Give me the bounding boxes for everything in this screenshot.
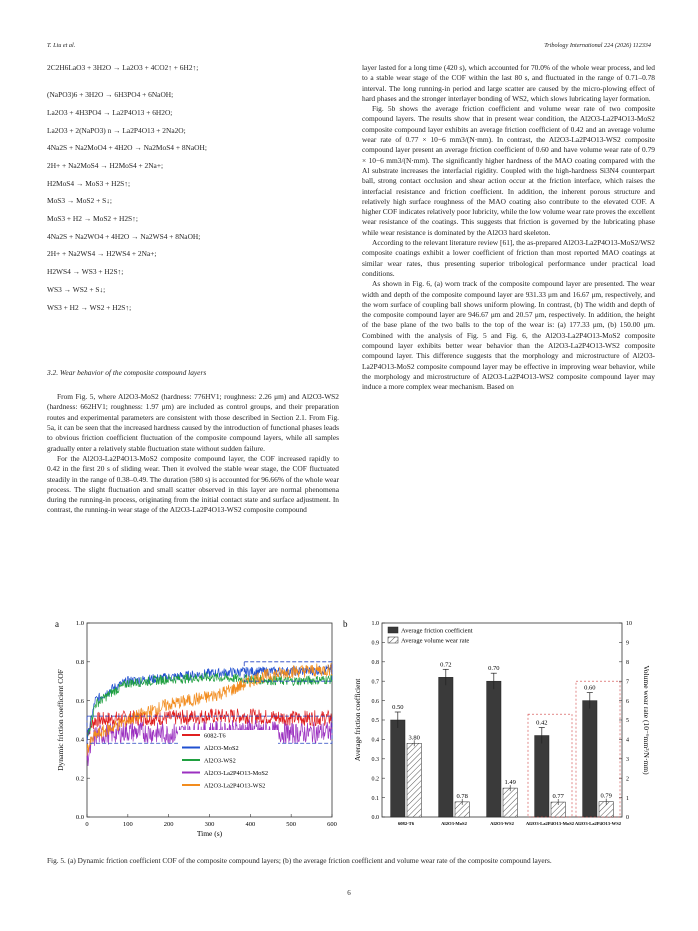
y-tick-label: 0.4 [371,737,379,744]
y-tick-label: 0.2 [371,776,379,783]
x-axis-label: Time (s) [196,829,223,838]
bar-cof-label: 0.72 [440,661,452,669]
body-text-left [47,392,339,516]
y-tick-label: 0.8 [371,660,379,666]
x-category-label: Al2O3-WS2 [490,821,514,826]
bar-cof [391,720,405,817]
body-text-right [362,63,655,393]
equation: WS3 + H2 → WS2 + H2S↑; [47,302,132,312]
figure-5-svg [47,617,652,847]
bar-cof [439,677,453,817]
equation: 4Na2S + Na2MoO4 + 4H2O → Na2MoS4 + 8NaOH; [47,143,207,153]
y-tick-label: 1.0 [75,620,84,628]
y-tick-label: 0.9 [371,640,379,647]
legend-label: Average friction coefficient [401,627,473,635]
legend-label: 6082-T6 [204,732,226,740]
left-column [47,63,339,516]
bar-cof [535,736,549,817]
x-category-label: Al2O3-La2P4O13-MoS2 [525,821,575,826]
y2-tick-label: 10 [626,621,632,628]
y2-tick-label: 9 [626,640,629,647]
bar-wear-label: 0.77 [552,793,564,801]
equation: 2H+ + Na2WS4 → H2WS4 + 2Na+; [47,249,157,259]
legend-label: Al2O3-La2P4O13-MoS2 [204,769,269,777]
legend-label: Al2O3-MoS2 [204,744,239,752]
y-tick-label: 0.3 [371,757,379,763]
paragraph: According to the relevant literature review [61], the as-prepared Al2O3-La2P4O13-MoS2/WS2 composite coatings exhibit a lower coefficient of friction than most reported MAO coatings at similar wear rates, thus presenting superior tribological performance under practical load conditions. [362,238,655,278]
section-heading: 3.2. Wear behavior of the composite compound layers [47,367,207,377]
bar-cof [583,701,597,817]
x-tick-label: 600 [327,821,337,828]
equation: 2C2H6LaO3 + 3H2O → La2O3 + 4CO2↑ + 6H2↑; [47,63,199,72]
x-tick-label: 500 [286,821,297,828]
chart-b-average-cof-wear [353,621,651,826]
y2-tick-label: 2 [626,776,629,783]
y2-tick-label: 3 [626,757,629,763]
panel-b-label: b [343,619,348,629]
equation: La2O3 + 4H3PO4 → La2P4O13 + 6H2O; [47,107,173,117]
chart-a-dynamic-cof [56,620,337,838]
x-category-label: Al2O3-La2P4O13-WS2 [574,821,622,826]
y2-tick-label: 5 [626,718,629,725]
y-tick-label: 0.4 [75,736,84,744]
running-header-authors: T. Liu et al. [47,42,76,49]
figure-5 [47,617,652,847]
right-column [362,63,655,393]
y-axis-label: Average friction coefficient [353,678,362,762]
bar-wear-label: 3.80 [408,734,420,742]
y-tick-label: 0.6 [75,697,84,705]
bar-cof-label: 0.42 [536,719,548,727]
y-tick-label: 0.6 [371,698,379,705]
y-tick-label: 0.2 [75,775,84,783]
y-tick-label: 0.0 [371,815,379,822]
figure-caption: Fig. 5. (a) Dynamic friction coefficient COF of the composite compound layers; (b) the average friction coefficient and volume wear rate of the composite compound layers. [47,856,552,865]
x-tick-label: 400 [245,821,256,828]
page-number: 6 [347,889,351,897]
equation: (NaPO3)6 + 3H2O → 6H3PO4 + 6NaOH; [47,90,174,100]
legend-swatch-cof [388,627,398,633]
legend-label: Al2O3-WS2 [204,757,236,765]
x-category-label: Al2O3-MoS2 [441,821,467,826]
y2-tick-label: 4 [626,737,629,744]
equation: H2WS4 → WS3 + H2S↑; [47,267,124,277]
bar-wear [503,788,517,817]
y-tick-label: 0.5 [371,718,379,725]
bar-cof [487,681,501,817]
x-tick-label: 200 [163,821,174,828]
y-tick-label: 0.8 [75,659,84,666]
equation: MoS3 + H2 → MoS2 + H2S↑; [47,214,138,224]
legend-box [178,730,278,800]
bar-wear [407,743,421,817]
equation: La2O3 + 2(NaPO3) n → La2P4O13 + 2Na2O; [47,125,186,135]
equation: H2MoS4 → MoS3 + H2S↑; [47,178,131,188]
x-tick-label: 0 [85,821,89,828]
legend-swatch-wear [388,637,398,643]
y2-tick-label: 8 [626,660,629,666]
x-tick-label: 100 [122,821,133,828]
equation: WS3 → WS2 + S↓; [47,284,106,294]
legend-label: Al2O3-La2P4O13-WS2 [204,782,266,790]
y2-tick-label: 7 [626,679,629,686]
paragraph: layer lasted for a long time (420 s), which accounted for 70.0% of the whole wear process, and led to a stable wear stage of the COF within the last 80 s, and fluctuated in the range of 0.71–0.78 interval. The long running-in period and large scatter are caused by the micro-plowing effect of hard phases and the stronger interlayer bonding of WS2, which slows lubricating layer formation. [362,63,655,103]
paragraph: For the Al2O3-La2P4O13-MoS2 composite compound layer, the COF increased rapidly to 0.42 in the first 20 s of sliding wear. Then it evolved the stable wear stage, the COF fluctuated steadily in the range of 0.38–0.49. The duration (580 s) is accounted for 96.66% of the whole wear process. The slight fluctuation and small scatter observed in this layer are normal phenomena during the running-in process, originating from the initial contact state and surface adjustment. In contrast, the running-in wear stage of the Al2O3-La2P4O13-WS2 composite compound [47,453,339,515]
y2-axis-label: Volume wear rate (10⁻⁶mm³/N·mm) [642,665,651,775]
y2-tick-label: 1 [626,795,629,802]
paragraph: From Fig. 5, where Al2O3-MoS2 (hardness: 776HV1; roughness: 2.26 μm) and Al2O3-WS2 (hardness: 662HV1; roughness: 1.97 μm) are included as control groups, and their preparation routes and experimental parameters are consistent with those described in Section 2.1. From Fig. 5a, it can be seen that the increased hardness caused by the introduction of functional phases leads to obvious friction coefficient fluctuation of the composite compound layers, while all samples gradually enter a relatively stable fluctuation state without sudden failure. [47,392,339,453]
y-axis-label: Dynamic friction coefficient COF [56,669,65,771]
x-tick-label: 300 [204,821,215,828]
y-tick-label: 0.0 [75,814,84,822]
bar-wear-label: 0.78 [456,792,468,800]
x-category-label: 6082-T6 [397,821,415,826]
bar-wear-label: 0.79 [600,792,612,800]
paragraph: Fig. 5b shows the average friction coefficient and volume wear rate of two composite compound layers. The results show that in present wear condition, the Al2O3-La2P4O13-MoS2 composite compound layer exhibits an average friction coefficient of 0.42 and an average volume wear rate of 0.77 × 10−6 mm3/(N·mm). In contrast, the Al2O3-La2P4O13-WS2 composite compound layer present an average friction coefficient of 0.60 and have volume wear rate of 0.79 × 10−6 mm3/(N·mm). The significantly higher hardness of the MAO coating compared with the Al substrate increases the interfacial rigidity. Coupled with the high-hardness Si3N4 counterpart ball, strong contact occlusion and shear action occur at the friction interface, which raises the interfacial resistance and friction coefficient. In addition, the inherent porous structure and relatively high surface roughness of the MAO coating also contribute to the elevated COF. A higher COF indicates relatively poor lubricity, while the low volume wear rate proves the excellent wear resistance of the coatings. This suggests that friction is governed by the lubricating phase while wear resistance is dominated by the Al2O3 hard skeleton. [362,104,655,237]
bar-cof-label: 0.70 [488,665,500,673]
running-header-journal: Tribology International 224 (2026) 112334 [544,42,651,49]
paragraph: As shown in Fig. 6, (a) worn track of the composite compound layer are presented. The wear width and depth of the composite compound layer are 931.33 μm and 16.67 μm, respectively, and the worn surface of coupling ball shows uniform plowing. In contrast, (b) The width and depth of the composite compound layer are 946.67 μm and 20.57 μm, respectively. In addition, the height of the base plane of the two balls to the top of the wear is: (a) 177.33 μm, (b) 150.00 μm. Combined with the analysis of Fig. 5 and Fig. 6, the Al2O3-La2P4O13-MoS2 composite compound layer exhibits better wear behavior than the Al2O3-La2P4O13-WS2 composite compound layer. This difference suggests that the morphology and microstructure of Al2O3-La2P4O13-MoS2 composite compound layer may be effective in improving wear behavior, while the morphology and microstructure of Al2O3-La2P4O13-WS2 composite compound layer may induce a more complex wear mechanism. Based on [362,279,655,392]
equation: 4Na2S + Na2WO4 + 4H2O → Na2WS4 + 8NaOH; [47,231,201,241]
bar-cof-label: 0.60 [584,684,596,692]
bar-cof-label: 0.50 [392,704,404,711]
panel-a-label: a [55,619,59,629]
bar-wear-label: 1.49 [504,779,516,787]
y2-tick-label: 6 [626,698,629,705]
y2-tick-label: 0 [626,815,629,822]
equation: 2H+ + Na2MoS4 → H2MoS4 + 2Na+; [47,161,164,171]
y-tick-label: 0.1 [371,795,379,802]
y-tick-label: 1.0 [371,621,379,628]
equation: MoS3 → MoS2 + S↓; [47,196,112,206]
y-tick-label: 0.7 [371,679,379,686]
legend-label: Average volume wear rate [401,637,470,645]
